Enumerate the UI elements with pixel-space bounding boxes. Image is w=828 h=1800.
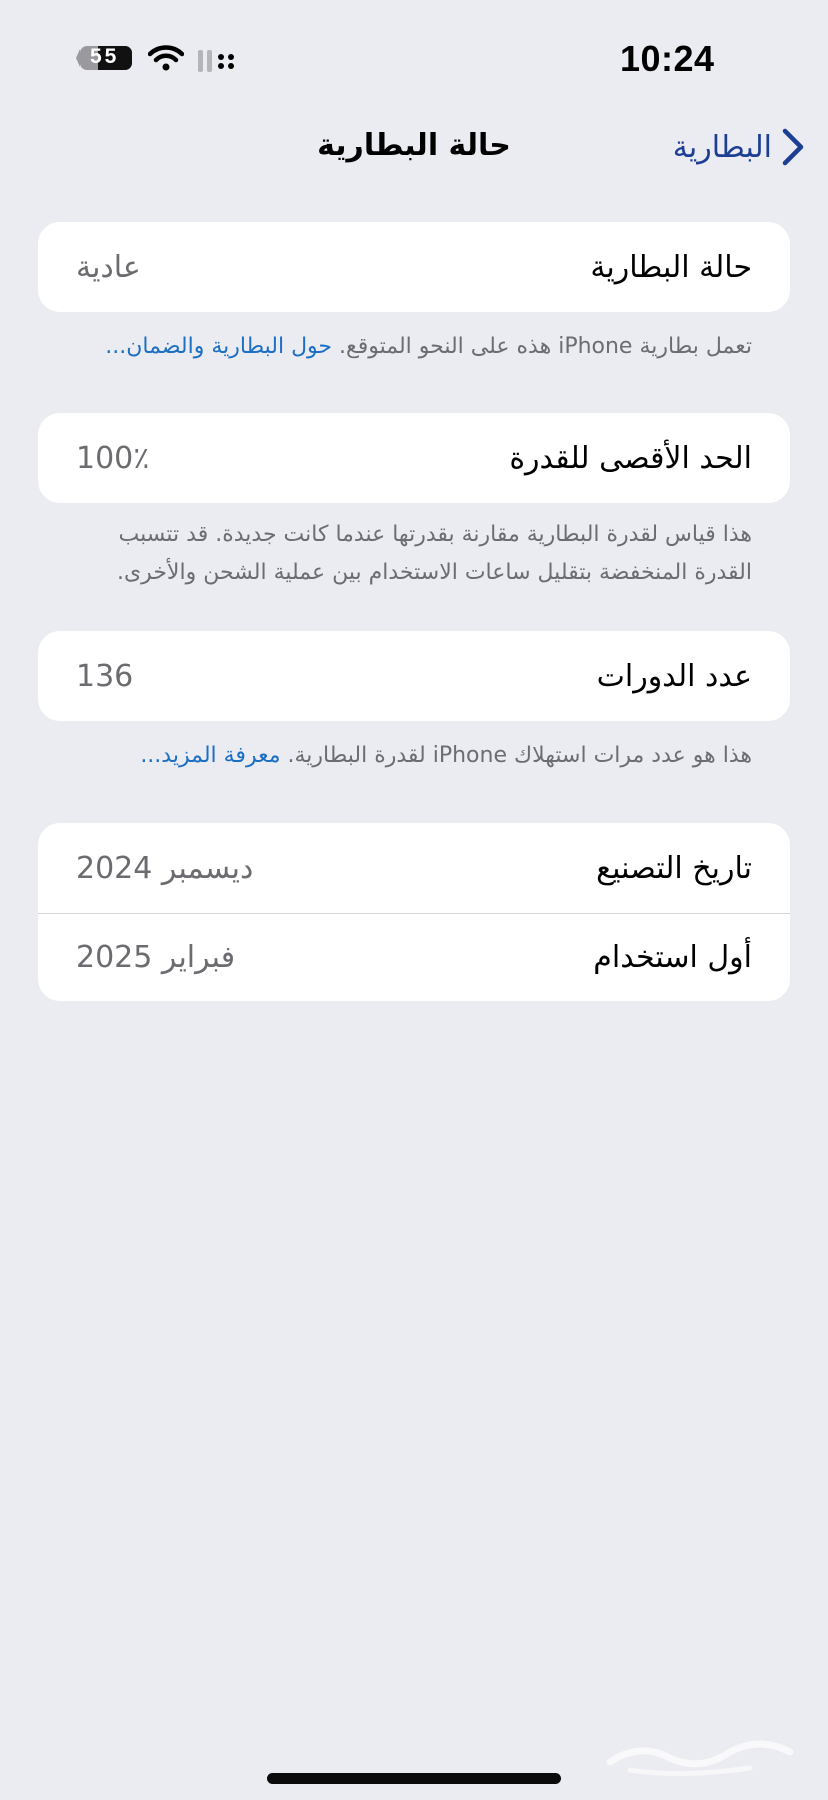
status-bar [0,0,828,110]
first-use-label: أول استخدام [593,940,752,975]
battery-warranty-link[interactable]: حول البطارية والضمان... [105,334,333,359]
battery-icon [74,44,138,76]
battery-condition-label: حالة البطارية [590,249,752,285]
max-capacity-group [38,413,790,503]
back-button-label: البطارية [672,129,772,165]
battery-condition-value: عادية [76,249,141,285]
cycle-count-value: 136 [76,658,134,694]
max-capacity-value: 100٪ [76,440,150,476]
dates-group [38,823,790,1001]
battery-level-text: 55 [90,45,120,68]
wifi-icon [148,44,184,76]
battery-condition-footer [76,328,752,366]
home-indicator[interactable] [267,1773,561,1784]
cycle-count-footer-text: هذا هو عدد مرات استهلاك iPhone لقدرة البطارية. [280,743,752,768]
first-use-row [38,914,790,1001]
max-capacity-label: الحد الأقصى للقدرة [509,440,752,476]
cycle-count-row [38,631,790,721]
max-capacity-row [38,413,790,503]
battery-condition-group [38,222,790,312]
cellular-signal-icon [198,48,242,78]
watermark-logo [600,1722,800,1782]
status-time: 10:24 [620,38,715,79]
cycle-count-group [38,631,790,721]
page-title: حالة البطارية [317,128,511,163]
cycle-count-label: عدد الدورات [596,658,752,694]
manufacture-date-row [38,823,790,913]
first-use-value: فبراير 2025 [76,940,236,975]
learn-more-link[interactable]: معرفة المزيد... [140,743,281,768]
battery-condition-row [38,222,790,312]
manufacture-date-value: ديسمبر 2024 [76,850,254,886]
cycle-count-footer [76,737,752,775]
manufacture-date-label: تاريخ التصنيع [596,850,752,886]
navigation-bar [0,110,828,190]
max-capacity-footer: هذا قياس لقدرة البطارية مقارنة بقدرتها عندما كانت جديدة. قد تتسبب القدرة المنخفضة بتقليل ساعات الاستخدام بين عملية الشحن والأخرى. [116,522,752,585]
chevron-right-icon [782,128,804,166]
back-button[interactable] [673,122,804,172]
battery-condition-footer-text: تعمل بطارية iPhone هذه على النحو المتوقع. [332,334,752,359]
